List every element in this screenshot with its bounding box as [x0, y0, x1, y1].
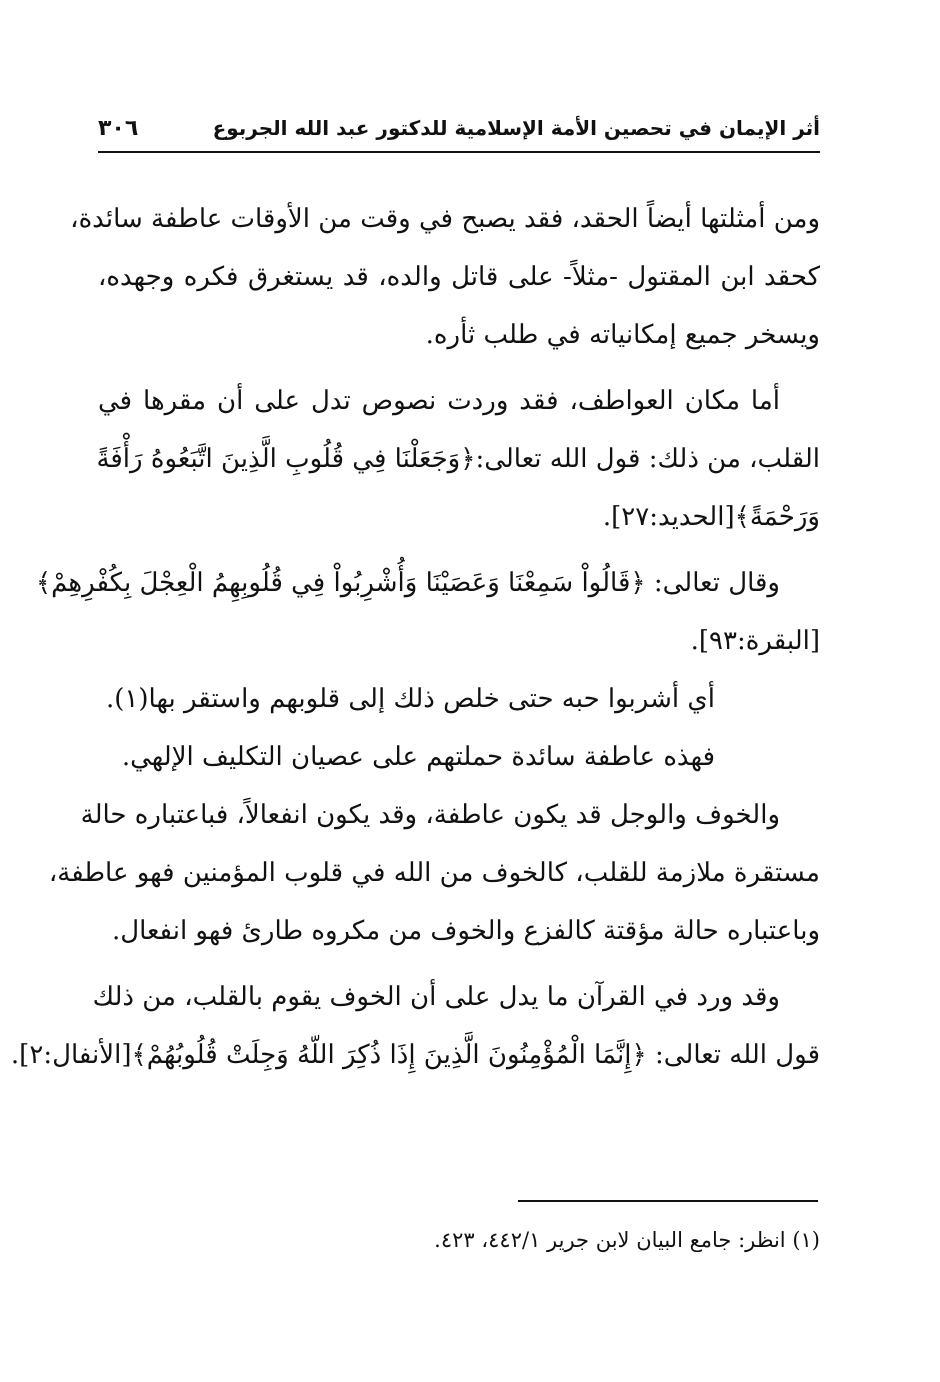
text-line: القلب، من ذلك: قول الله تعالى:﴿وَجَعَلْنَا فِي قُلُوبِ الَّذِينَ اتَّبَعُوهُ رَأْفَةً [96, 444, 820, 474]
text-line: فهذه عاطفة سائدة حملتهم على عصيان التكليف الإلهي. [121, 742, 715, 772]
text-line: ومن أمثلتها أيضاً الحقد، فقد يصبح في وقت من الأوقات عاطفة سائدة، [70, 204, 820, 234]
text-line: وَرَحْمَةً﴾[الحديد:٢٧]. [602, 502, 820, 532]
text-line: وقد ورد في القرآن ما يدل على أن الخوف يقوم بالقلب، من ذلك [92, 982, 780, 1012]
text-line: وباعتباره حالة مؤقتة كالفزع والخوف من مكروه طارئ فهو انفعال. [111, 916, 820, 946]
text-line: أما مكان العواطف، فقد وردت نصوص تدل على أن مقرها في [98, 386, 780, 416]
text-line: قول الله تعالى: ﴿إِنَّمَا الْمُؤْمِنُونَ الَّذِينَ إِذَا ذُكِرَ اللّهُ وَجِلَتْ قُلُوبُهُمْ﴾[الأنفال:٢]. [10, 1040, 820, 1070]
page-number: ٣٠٦ [98, 115, 139, 141]
footnote-divider [518, 1200, 818, 1202]
text-line: كحقد ابن المقتول -مثلاً- على قاتل والده، قد يستغرق فكره وجهده، [98, 262, 820, 292]
text-line: أي أشربوا حبه حتى خلص ذلك إلى قلوبهم واستقر بها(١). [106, 684, 715, 714]
running-title: أثر الإيمان في تحصين الأمة الإسلامية للدكتور عبد الله الجربوع [212, 116, 820, 140]
text-line: مستقرة ملازمة للقلب، كالخوف من الله في قلوب المؤمنين فهو عاطفة، [48, 858, 820, 888]
text-line: والخوف والوجل قد يكون عاطفة، وقد يكون انفعالاً، فباعتباره حالة [80, 800, 780, 830]
page-header [98, 105, 820, 153]
footnote: (١) انظر: جامع البيان لابن جرير ٤٤٢/١، ٤٢٣. [434, 1228, 820, 1252]
main-text [10, 190, 820, 1084]
text-line: ويسخر جميع إمكانياته في طلب ثأره. [425, 320, 820, 350]
text-line: وقال تعالى: ﴿قَالُواْ سَمِعْنَا وَعَصَيْنَا وَأُشْرِبُواْ فِي قُلُوبِهِمُ الْعِجْلَ بِكُفْرِهِمْ﴾ [35, 568, 780, 598]
text-line: [البقرة:٩٣]. [690, 626, 820, 656]
